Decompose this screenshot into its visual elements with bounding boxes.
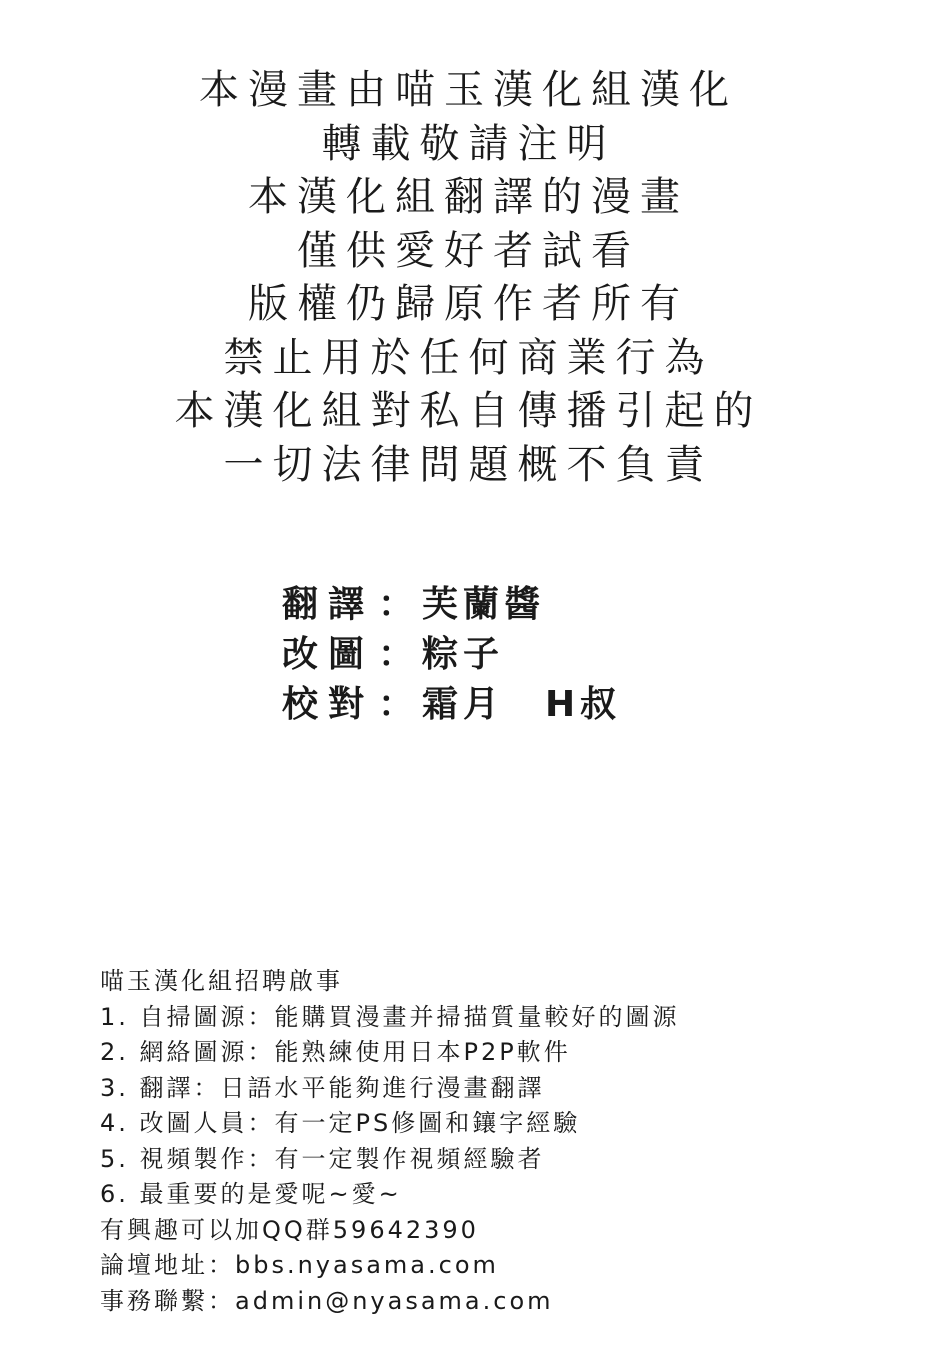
recruit-item: 6. 最重要的是愛呢~愛~ [100,1180,402,1208]
contact-email-line: 事務聯繫：admin@nyasama.com [100,1286,554,1315]
credit-row-editing [282,630,782,680]
recruit-item: 2. 網絡圖源：能熟練使用日本P2P軟件 [100,1038,571,1066]
credit-role: 翻譯 [282,584,375,625]
notice-line: 僅供愛好者試看 [297,227,640,274]
credit-separator: ： [378,634,420,675]
recruit-item: 1. 自掃圖源：能購買漫畫并掃描質量較好的圖源 [100,1002,680,1031]
notice-line: 本漢化組對私自傳播引起的 [174,388,763,434]
notice-line: 本漫畫由喵玉漢化組漢化 [199,67,738,113]
recruit-item: 3. 翻譯：日語水平能夠進行漫畫翻譯 [100,1073,545,1102]
staff-credits [282,580,782,730]
credit-name: 霜月 H叔 [422,684,622,725]
recruit-title: 喵玉漢化組招聘啟事 [100,967,343,995]
credit-separator: ： [378,584,420,625]
scanlation-notice [0,64,937,492]
credit-name: 芙蘭醬 [422,584,546,625]
credit-role: 改圖 [282,634,375,675]
notice-line: 禁止用於任何商業行為 [223,334,714,381]
credit-row-translation [282,580,782,630]
credit-row-proofreading [282,680,782,730]
notice-line: 本漢化組翻譯的漫畫 [248,174,689,220]
notice-line: 轉載敬請注明 [321,120,616,167]
recruit-item: 4. 改圖人員：有一定PS修圖和鑲字經驗 [100,1109,581,1137]
recruitment-notice [100,964,900,1319]
qq-group-line: 有興趣可以加QQ群59642390 [100,1215,479,1244]
credit-role: 校對 [282,684,375,725]
credit-name: 粽子 [422,634,505,675]
credit-separator: ： [378,684,420,725]
forum-address-line: 論壇地址：bbs.nyasama.com [100,1251,499,1279]
recruit-item: 5. 視頻製作：有一定製作視頻經驗者 [100,1144,545,1173]
notice-line: 一切法律問題概不負責 [223,441,714,488]
notice-line: 版權仍歸原作者所有 [248,281,689,327]
